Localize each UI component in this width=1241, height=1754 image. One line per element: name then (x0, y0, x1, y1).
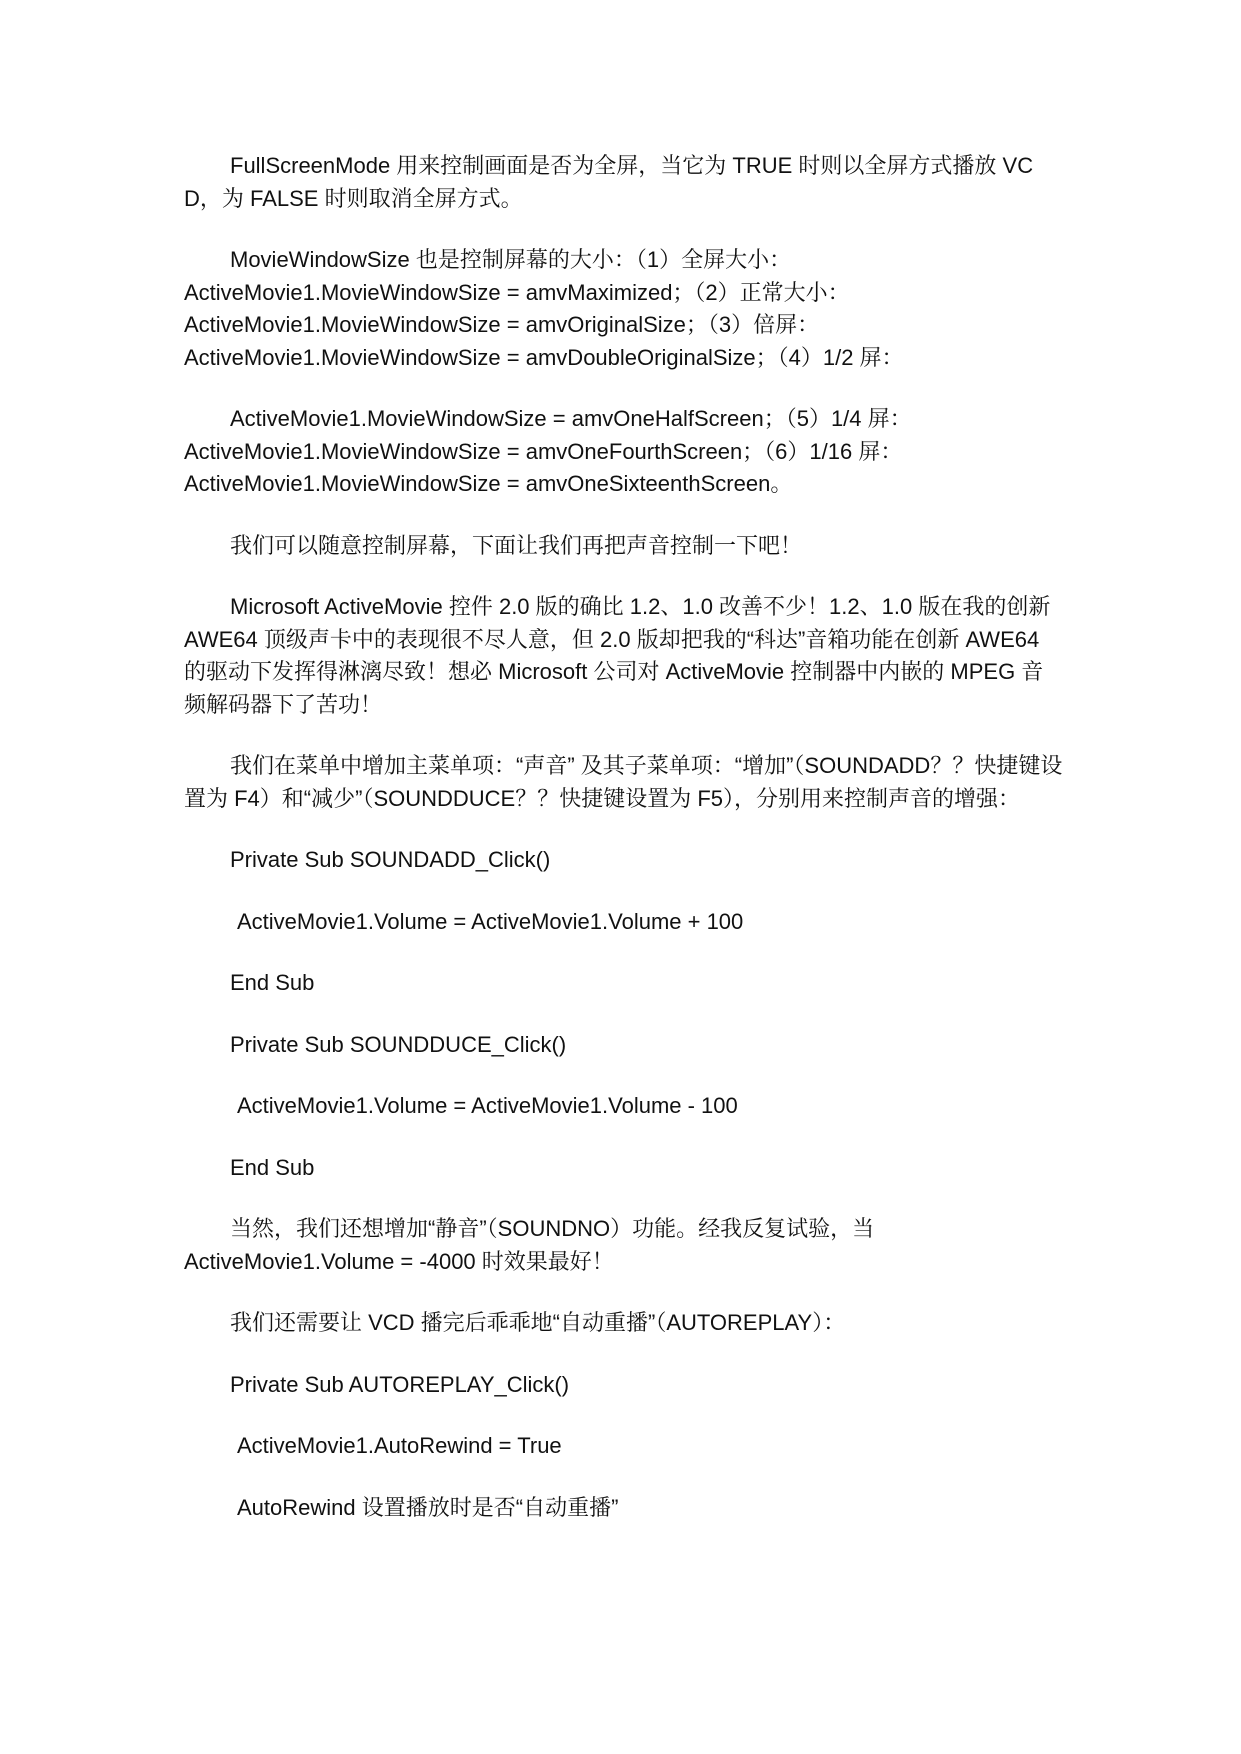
code-line: AutoRewind 设置播放时是否“自动重播” (237, 1494, 619, 1520)
code-line: Private Sub AUTOREPLAY_Click() (230, 1371, 570, 1397)
text-line: MovieWindowSize 也是控制屏幕的大小：（1）全屏大小： (230, 247, 792, 272)
paragraph-fullscreenmode: FullScreenMode 用来控制画面是否为全屏，当它为 TRUE 时则以全屏方式播放 VCD，为 FALSE 时则取消全屏方式。 (184, 153, 1034, 211)
text-line: ActiveMovie1.MovieWindowSize = amvOneFourthScreen；（6）1/16 屏： (184, 438, 903, 464)
code-line: ActiveMovie1.Volume = ActiveMovie1.Volume + 100 (237, 908, 744, 934)
text-line: ActiveMovie1.MovieWindowSize = amvOneSixteenthScreen。 (184, 471, 793, 496)
paragraph-screen-sizes (184, 403, 1064, 501)
code-line: Private Sub SOUNDDUCE_Click() (230, 1031, 567, 1057)
text-line: ActiveMovie1.MovieWindowSize = amvOneHalfScreen；（5）1/4 屏： (230, 406, 912, 431)
text-line: ActiveMovie1.MovieWindowSize = amvOriginalSize；（3）倍屏： (184, 312, 820, 337)
paragraph-sound-intro: 我们可以随意控制屏幕，下面让我们再把声音控制一下吧！ (230, 532, 803, 558)
paragraph-autoreplay: 我们还需要让 VCD 播完后乖乖地“自动重播”（AUTOREPLAY）： (230, 1310, 846, 1335)
text-line: ActiveMovie1.Volume = -4000 时效果最好！ (184, 1248, 614, 1274)
code-line: Private Sub SOUNDADD_Click() (230, 847, 551, 872)
text-line: ActiveMovie1.MovieWindowSize = amvDoubleOriginalSize；（4）1/2 屏： (184, 344, 904, 370)
paragraph-moviewindowsize (184, 244, 1064, 374)
paragraph-menu-items: 我们在菜单中增加主菜单项：“声音” 及其子菜单项：“增加”（SOUNDADD？？快捷键设置为 F4）和“减少”（SOUNDDUCE？？快捷键设置为 F5），分别用来控制声音的增强： (184, 753, 1063, 811)
code-line: End Sub (230, 970, 315, 995)
paragraph-mute (184, 1213, 1064, 1278)
text-line: 当然，我们还想增加“静音”（SOUNDNO）功能。经我反复试验，当 (230, 1216, 875, 1241)
code-line: ActiveMovie1.AutoRewind = True (237, 1433, 562, 1458)
code-line: End Sub (230, 1154, 315, 1180)
code-line: ActiveMovie1.Volume = ActiveMovie1.Volume - 100 (237, 1093, 738, 1118)
document-body (184, 150, 1064, 1553)
paragraph-activemovie-version: Microsoft ActiveMovie 控件 2.0 版的确比 1.2、1.0 改善不少！1.2、1.0 版在我的创新 AWE64 顶级声卡中的表现很不尽人意，但 2.0 版却把我的“科达”音箱功能在创新 AWE64 的驱动下发挥得淋漓尽致！想必 Microsoft 公司对 ActiveMovie 控制器中内嵌的 MPEG 音频解码器下了苦功！ (184, 594, 1051, 717)
text-line: ActiveMovie1.MovieWindowSize = amvMaximized；（2）正常大小： (184, 279, 850, 305)
